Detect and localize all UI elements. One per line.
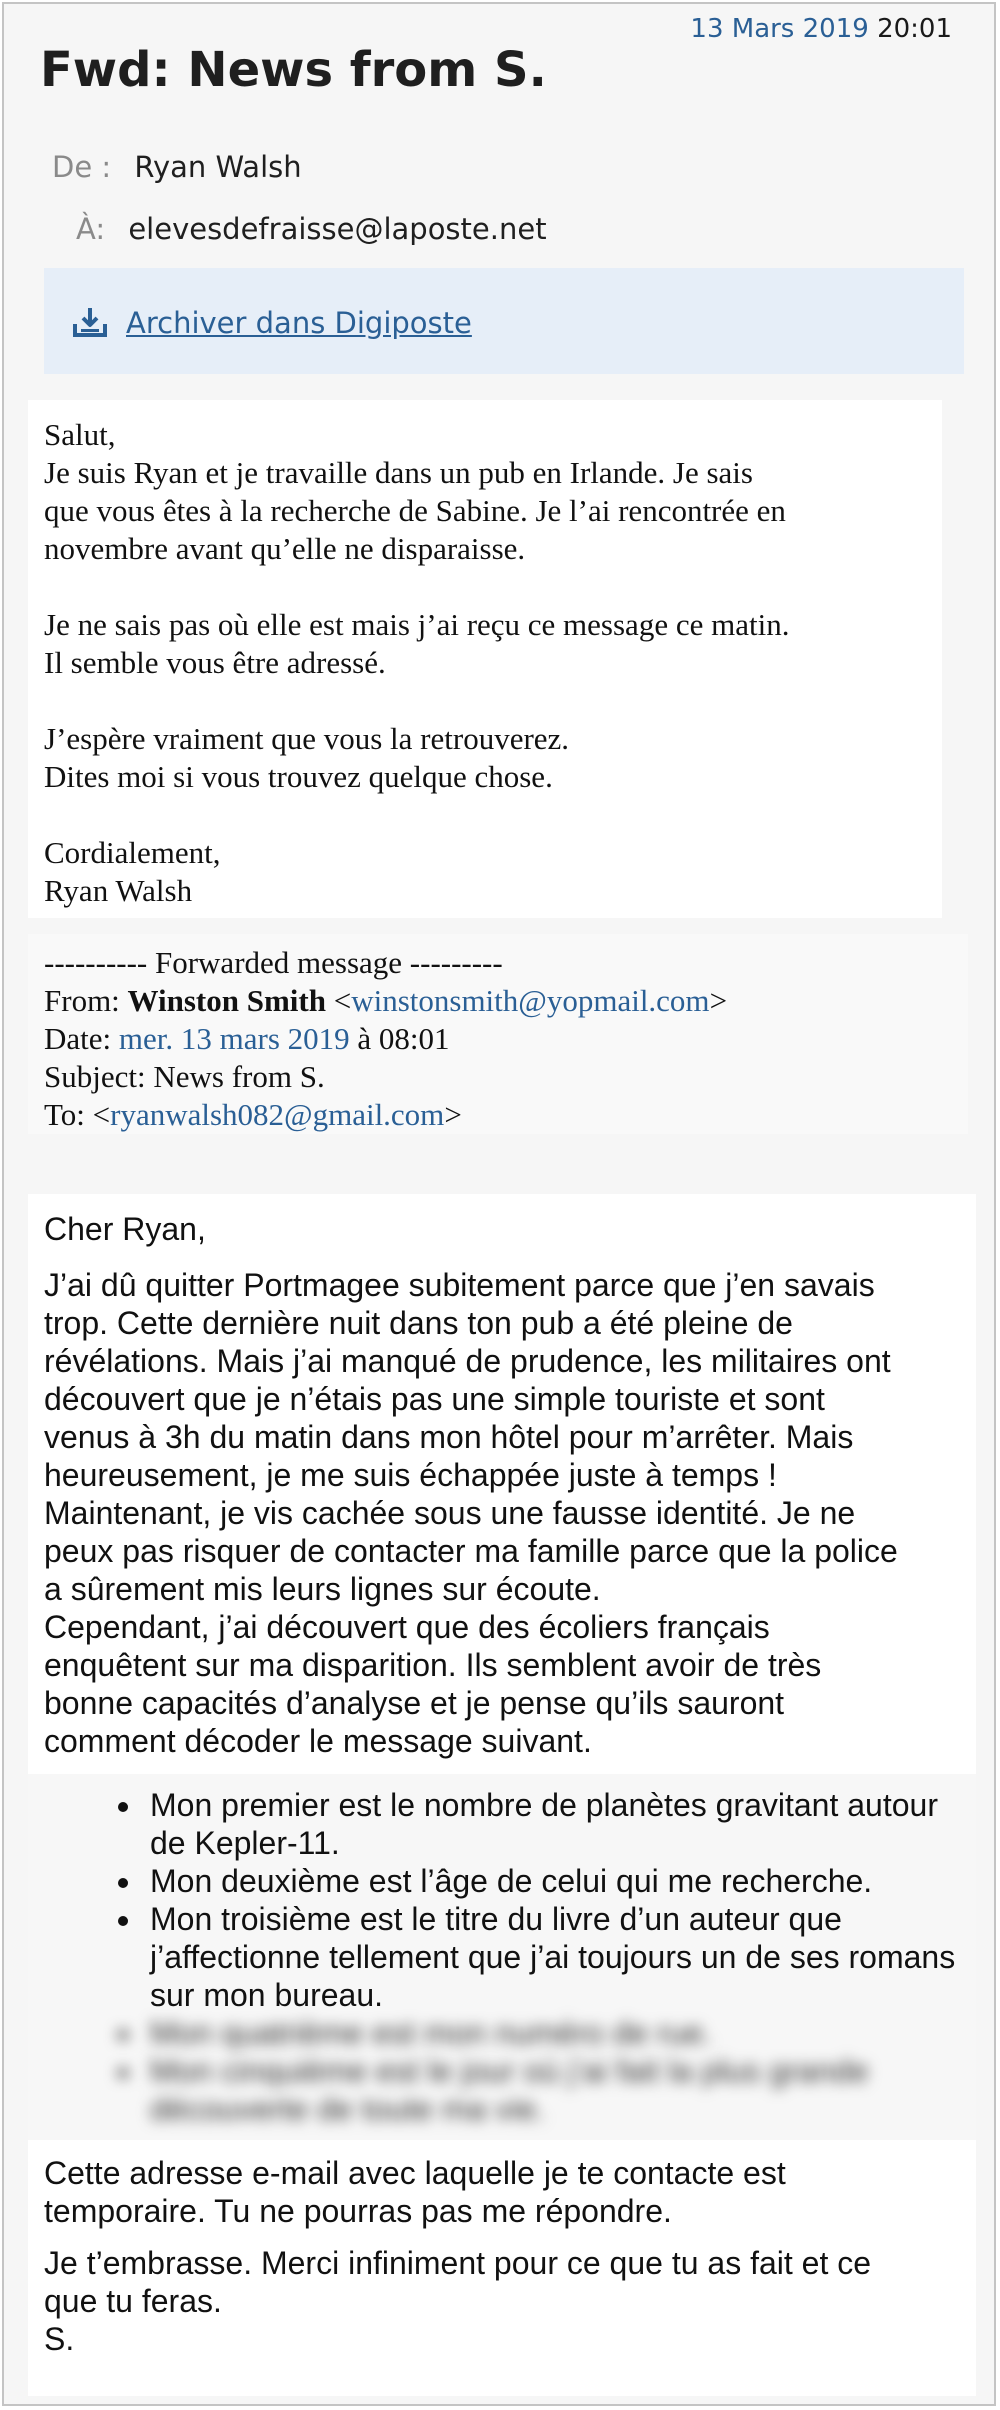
fwd-from-line: From: Winston Smith <winstonsmith@yopmail.com> xyxy=(44,983,728,1018)
riddle-item-blurred: • Mon cinquième est le jour où j’ai fait la plus grande découverte de toute ma vie. xyxy=(144,2052,960,2128)
to-value[interactable]: elevesdefraisse@laposte.net xyxy=(128,212,547,246)
email-date: 13 Mars 2019 xyxy=(690,14,869,44)
fwd-subject-label: Subject: xyxy=(44,1059,146,1094)
forward-separator: ---------- Forwarded message --------- xyxy=(44,945,503,980)
from-value[interactable]: Ryan Walsh xyxy=(134,150,302,184)
riddle-list-box xyxy=(28,1774,976,2140)
body-paragraph: Je suis Ryan et je travaille dans un pub en Irlande. Je sais que vous êtes à la recherche de Sabine. Je l’ai rencontrée en novembre avant qu’elle ne disparaisse. xyxy=(44,455,786,566)
riddle-item: • Mon premier est le nombre de planètes gravitant autour de Kepler-11. xyxy=(144,1786,960,1862)
email-frame xyxy=(2,2,996,2406)
riddle-list xyxy=(44,1786,960,2128)
riddle-item-blurred: • Mon quatrième est mon numéro de rue. xyxy=(144,2014,960,2052)
fwd-date-link[interactable]: mer. 13 mars 2019 xyxy=(118,1021,350,1056)
fwd-from-label: From: xyxy=(44,983,120,1018)
riddle-item: • Mon deuxième est l’âge de celui qui me recherche. xyxy=(144,1862,960,1900)
body-paragraph: Je ne sais pas où elle est mais j’ai reçu ce message ce matin. Il semble vous être adressé. xyxy=(44,607,790,680)
fwd-to-line: To: <ryanwalsh082@gmail.com> xyxy=(44,1097,462,1132)
fwd-to-label: To: xyxy=(44,1097,85,1132)
inner-closing: Je t’embrasse. Merci infiniment pour ce que tu as fait et ce que tu feras. S. xyxy=(44,2245,872,2357)
download-tray-icon[interactable] xyxy=(72,306,108,338)
email-subject: Fwd: News from S. xyxy=(40,42,547,98)
to-row xyxy=(76,212,547,246)
email-time: 20:01 xyxy=(877,14,952,44)
body-paragraph: J’espère vraiment que vous la retrouverez. Dites moi si vous trouvez quelque chose. xyxy=(44,721,570,794)
inner-greeting: Cher Ryan, xyxy=(44,1211,206,1247)
fwd-subject-value: News from S. xyxy=(153,1059,325,1094)
inner-paragraph: J’ai dû quitter Portmagee subitement parce que j’en savais trop. Cette dernière nuit dans ton pub a été pleine de révélations. Mais j’ai manqué de prudence, les militaires ont découvert que je n’étais pas une simple touriste et sont venus à 3h du matin dans mon hôtel pour m’arrêter. Mais heureusement, je me suis échappée juste à temps ! Maintenant, je vis cachée sous une fausse identité. Je ne peux pas risquer de contacter ma famille parce que la police a sûrement mis leurs lignes sur écoute. Cependant, j’ai découvert que des écoliers français enquêtent sur ma disparition. Ils semblent avoir de très bonne capacités d’analyse et je pense qu’ils sauront comment décoder le message suivant. xyxy=(44,1267,898,1759)
fwd-from-name: Winston Smith xyxy=(127,983,326,1018)
archive-digiposte-link[interactable]: Archiver dans Digiposte xyxy=(126,306,472,340)
email-datetime xyxy=(690,14,952,44)
signoff: Cordialement, Ryan Walsh xyxy=(44,835,221,908)
inner-paragraph: Cette adresse e-mail avec laquelle je te contacte est temporaire. Tu ne pourras pas me répondre. xyxy=(44,2155,786,2229)
to-label: À: xyxy=(76,212,106,246)
fwd-to-email-link[interactable]: ryanwalsh082@gmail.com xyxy=(110,1097,445,1132)
fwd-date-line xyxy=(44,1020,968,1058)
from-label: De : xyxy=(52,150,112,184)
from-row xyxy=(52,150,302,184)
fwd-from-email-link[interactable]: winstonsmith@yopmail.com xyxy=(351,983,710,1018)
archive-bar xyxy=(44,268,964,374)
forwarder-message xyxy=(28,400,942,918)
greeting: Salut, xyxy=(44,417,116,452)
forwarded-message-body xyxy=(28,1194,976,2396)
fwd-date-time: à 08:01 xyxy=(357,1021,450,1056)
forwarded-header xyxy=(28,934,968,1134)
fwd-date-label: Date: xyxy=(44,1021,112,1056)
fwd-subject-line xyxy=(44,1058,968,1096)
riddle-item: • Mon troisième est le titre du livre d’un auteur que j’affectionne tellement que j’ai toujours un de ses romans sur mon bureau. xyxy=(144,1900,960,2014)
